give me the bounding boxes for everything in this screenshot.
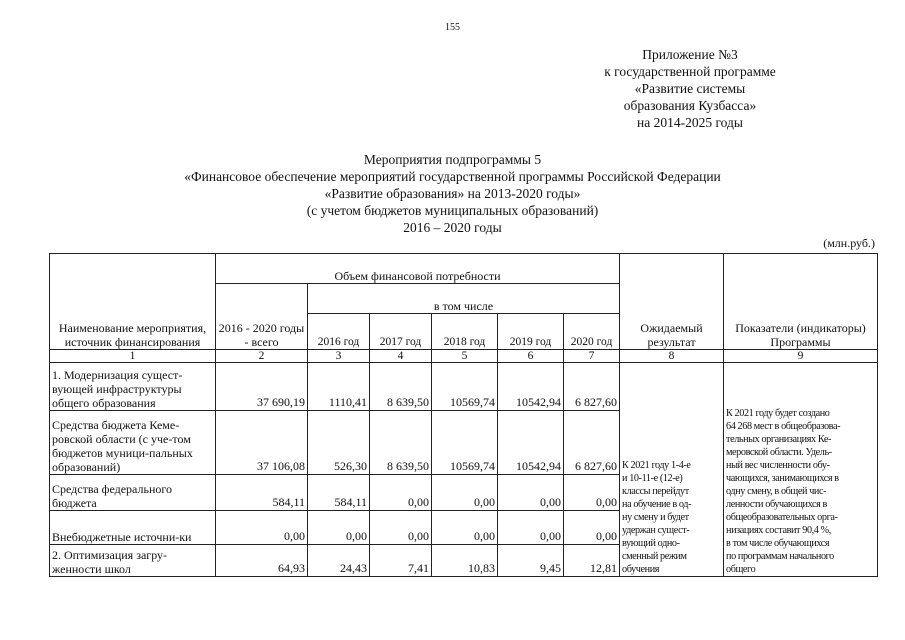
- text-line: меровской области. Удель-: [726, 447, 832, 458]
- col-number: 6: [498, 350, 564, 363]
- appendix-line: «Развитие системы: [634, 81, 746, 96]
- heading-line: 2016 – 2020 годы: [403, 220, 502, 235]
- row-name: 1. Модернизация сущест-вующей инфраструктуры общего образования: [50, 363, 216, 411]
- cell-value: 24,43: [308, 545, 370, 577]
- cell-value: 0,00: [432, 475, 498, 511]
- col-number: 7: [564, 350, 620, 363]
- cell-value: 37 106,08: [216, 411, 308, 475]
- col-number: 1: [50, 350, 216, 363]
- appendix-line: Приложение №3: [642, 47, 738, 62]
- funding-table: [49, 253, 878, 577]
- expected-result-cell: [620, 363, 724, 577]
- table-row: [50, 363, 878, 411]
- cell-value: 10542,94: [498, 411, 564, 475]
- cell-value: 8 639,50: [370, 411, 432, 475]
- appendix-block: [560, 46, 820, 131]
- cell-value: 0,00: [498, 511, 564, 545]
- cell-value: 7,41: [370, 545, 432, 577]
- text-line: ну смену и будет: [622, 512, 689, 523]
- row-name: Внебюджетные источни-ки: [50, 511, 216, 545]
- cell-value: 0,00: [564, 511, 620, 545]
- text-line: общего: [726, 564, 756, 575]
- appendix-line: к государственной программе: [604, 64, 776, 79]
- cell-value: 6 827,60: [564, 411, 620, 475]
- cell-value: 10542,94: [498, 363, 564, 411]
- header-total: 2016 - 2020 годы - всего: [216, 284, 308, 350]
- text-line: К 2021 году будет создано: [726, 408, 830, 419]
- text-line: К 2021 году 1-4-е: [622, 460, 691, 471]
- cell-value: 6 827,60: [564, 363, 620, 411]
- cell-value: 1110,41: [308, 363, 370, 411]
- cell-value: 0,00: [370, 511, 432, 545]
- text-line: низациях составит 90,4 %,: [726, 525, 831, 536]
- text-line: удержан сущест-: [622, 525, 690, 536]
- cell-value: 9,45: [498, 545, 564, 577]
- cell-value: 0,00: [370, 475, 432, 511]
- text-line: и 10-11-е (12-е): [622, 473, 683, 484]
- text-line: по программам начального: [726, 551, 834, 562]
- cell-value: 8 639,50: [370, 363, 432, 411]
- text-line: ный вес численности обу-: [726, 460, 830, 471]
- col-number: 8: [620, 350, 724, 363]
- text-line: сменный режим: [622, 551, 687, 562]
- heading-line: (с учетом бюджетов муниципальных образований): [306, 203, 599, 218]
- col-number: 4: [370, 350, 432, 363]
- cell-value: 10,83: [432, 545, 498, 577]
- cell-value: 526,30: [308, 411, 370, 475]
- header-indicators: Показатели (индикаторы) Программы: [724, 254, 878, 350]
- units-label: (млн.руб.): [823, 236, 875, 250]
- cell-value: 0,00: [432, 511, 498, 545]
- col-number: 2: [216, 350, 308, 363]
- heading-line: «Финансовое обеспечение мероприятий государственной программы Российской Федерации: [184, 169, 721, 184]
- cell-value: 37 690,19: [216, 363, 308, 411]
- header-year: 2019 год: [498, 314, 564, 350]
- cell-value: 584,11: [308, 475, 370, 511]
- header-year: 2018 год: [432, 314, 498, 350]
- text-line: одну смену, в общей чис-: [726, 486, 827, 497]
- cell-value: 0,00: [308, 511, 370, 545]
- cell-value: 584,11: [216, 475, 308, 511]
- cell-value: 10569,74: [432, 363, 498, 411]
- column-numbers-row: [50, 350, 878, 363]
- heading-line: «Развитие образования» на 2013-2020 годы»: [324, 186, 581, 201]
- indicators-cell: [724, 363, 878, 577]
- col-number: 5: [432, 350, 498, 363]
- text-line: вующий одно-: [622, 538, 680, 549]
- header-expected: Ожидаемый результат: [620, 254, 724, 350]
- text-line: тельных организациях Ке-: [726, 434, 831, 445]
- page-number: 155: [445, 22, 460, 33]
- row-name: Средства федерального бюджета: [50, 475, 216, 511]
- text-line: ленности обучающихся в: [726, 499, 827, 510]
- text-line: в том числе обучающихся: [726, 538, 830, 549]
- row-name: Средства бюджета Кеме-ровской области (с уче-том бюджетов муници-пальных образований): [50, 411, 216, 475]
- cell-value: 10569,74: [432, 411, 498, 475]
- row-name: 2. Оптимизация загру-женности школ: [50, 545, 216, 577]
- appendix-line: на 2014-2025 годы: [637, 115, 743, 130]
- header-year: 2020 год: [564, 314, 620, 350]
- header-year: 2016 год: [308, 314, 370, 350]
- header-volume: Объем финансовой потребности: [216, 254, 620, 284]
- text-line: общеобразовательных орга-: [726, 512, 838, 523]
- cell-value: 64,93: [216, 545, 308, 577]
- header-year: 2017 год: [370, 314, 432, 350]
- col-number: 3: [308, 350, 370, 363]
- header-incl: в том числе: [308, 284, 620, 314]
- cell-value: 0,00: [498, 475, 564, 511]
- appendix-line: образования Кузбасса»: [623, 98, 757, 113]
- text-line: 64 268 мест в общеобразова-: [726, 421, 841, 432]
- document-heading: [0, 151, 905, 236]
- heading-line: Мероприятия подпрограммы 5: [363, 152, 542, 167]
- cell-value: 0,00: [564, 475, 620, 511]
- text-line: обучения: [622, 564, 660, 575]
- cell-value: 0,00: [216, 511, 308, 545]
- col-number: 9: [724, 350, 878, 363]
- text-line: чающихся, занимающихся в: [726, 473, 839, 484]
- text-line: на обучение в од-: [622, 499, 692, 510]
- text-line: классы перейдут: [622, 486, 689, 497]
- header-name: Наименование мероприятия, источник финансирования: [50, 254, 216, 350]
- cell-value: 12,81: [564, 545, 620, 577]
